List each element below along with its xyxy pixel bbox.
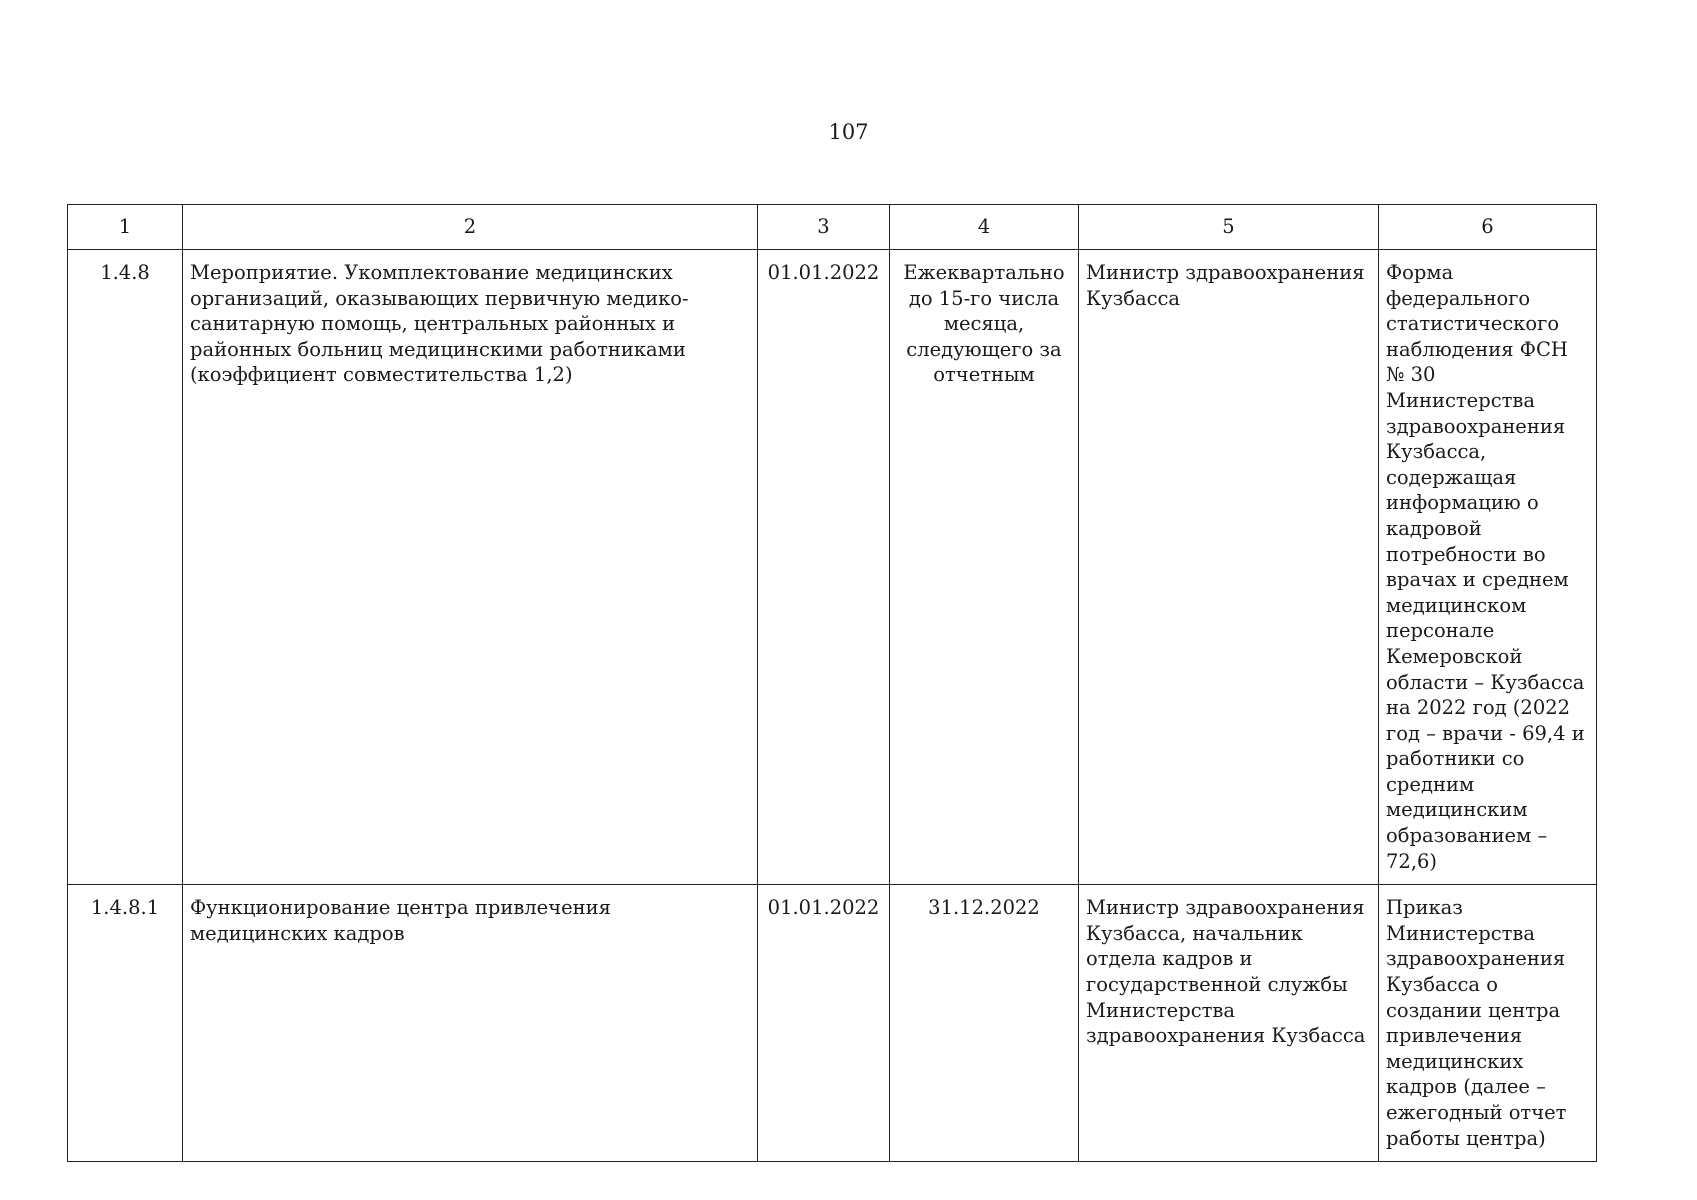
deadline-cell: Ежеквартально до 15-го числа месяца, следующего за отчетным: [890, 250, 1079, 885]
table-header-row: [68, 205, 1597, 250]
header-cell-6: 6: [1379, 205, 1597, 250]
header-cell-2: 2: [183, 205, 758, 250]
start-date-cell: 01.01.2022: [758, 885, 890, 1162]
start-date-cell: 01.01.2022: [758, 250, 890, 885]
table-row: [68, 885, 1597, 1162]
responsible-cell: Министр здравоохранения Кузбасса, начальник отдела кадров и государственной службы Министерства здравоохранения Кузбасса: [1079, 885, 1379, 1162]
header-cell-3: 3: [758, 205, 890, 250]
header-cell-5: 5: [1079, 205, 1379, 250]
activity-cell: Мероприятие. Укомплектование медицинских организаций, оказывающих первичную медико-санитарную помощь, центральных районных и районных больниц медицинскими работниками (коэффициент совместительства 1,2): [183, 250, 758, 885]
result-cell: Приказ Министерства здравоохранения Кузбасса о создании центра привлечения медицинских кадров (далее – ежегодный отчет работы центра): [1379, 885, 1597, 1162]
activity-cell: Функционирование центра привлечения медицинских кадров: [183, 885, 758, 1162]
plan-table: [67, 204, 1597, 1162]
header-cell-1: 1: [68, 205, 183, 250]
row-number-cell: 1.4.8: [68, 250, 183, 885]
responsible-cell: Министр здравоохранения Кузбасса: [1079, 250, 1379, 885]
header-cell-4: 4: [890, 205, 1079, 250]
table-row: [68, 250, 1597, 885]
row-number-cell: 1.4.8.1: [68, 885, 183, 1162]
page-number: 107: [828, 120, 869, 144]
deadline-cell: 31.12.2022: [890, 885, 1079, 1162]
result-cell: Форма федерального статистического наблюдения ФСН № 30 Министерства здравоохранения Кузбасса, содержащая информацию о кадровой потребности во врачах и среднем медицинском персонале Кемеровской области – Кузбасса на 2022 год (2022 год – врачи - 69,4 и работники со средним медицинским образованием – 72,6): [1379, 250, 1597, 885]
